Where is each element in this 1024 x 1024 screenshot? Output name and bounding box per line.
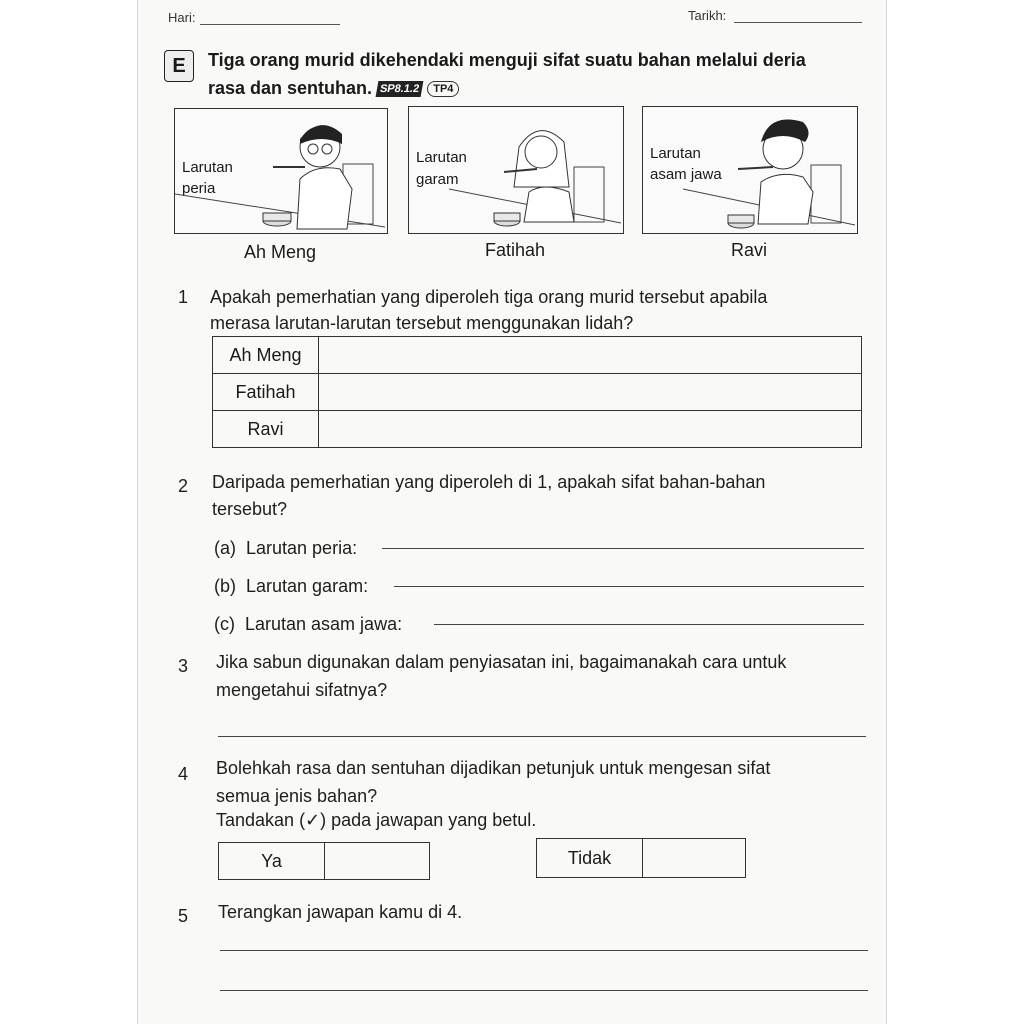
standard-tag: SP8.1.2: [376, 81, 424, 97]
panel-label-line1: Larutan: [416, 149, 467, 166]
option-tidak-label: Tidak: [537, 839, 643, 877]
q2-text-line2: tersebut?: [212, 499, 288, 519]
boy-tasting-illustration: [175, 109, 387, 233]
q5-answer-line-2[interactable]: [220, 990, 868, 991]
section-letter-badge: E: [164, 50, 194, 82]
q2a-label: (a) Larutan peria:: [214, 538, 358, 558]
q2b-label: (b) Larutan garam:: [214, 576, 369, 596]
worksheet-page: [138, 0, 886, 1024]
panel-ah-meng: [174, 108, 388, 234]
q1-text-line2: merasa larutan-larutan tersebut menggunakan lidah?: [210, 313, 634, 333]
answer-cell[interactable]: [319, 337, 862, 374]
q5-answer-line-1[interactable]: [220, 950, 868, 951]
day-field[interactable]: [200, 24, 340, 25]
day-label: Hari:: [168, 10, 196, 25]
panel-label-line1: Larutan: [650, 145, 701, 162]
option-ya-label: Ya: [219, 843, 325, 879]
q3-text-line1: Jika sabun digunakan dalam penyiasatan ini, bagaimanakah cara untuk: [216, 652, 787, 672]
panel-label-line2: peria: [182, 180, 216, 197]
q2c-label: (c) Larutan asam jawa:: [214, 614, 403, 634]
answer-cell[interactable]: [319, 411, 862, 448]
q2b-answer-line[interactable]: [394, 586, 864, 587]
panel-label-line1: Larutan: [182, 159, 233, 176]
panel-fatihah: [408, 106, 624, 234]
q3-answer-line[interactable]: [218, 736, 866, 737]
option-ya: [218, 842, 430, 880]
option-tidak-tick-box[interactable]: [643, 839, 745, 877]
q2a-answer-line[interactable]: [382, 548, 864, 549]
panel-name-ah-meng: Ah Meng: [243, 242, 317, 262]
q5-number: 5: [178, 906, 189, 926]
boy-tasting-illustration: [643, 107, 857, 233]
option-ya-tick-box[interactable]: [325, 843, 429, 879]
q4-text-line1: Bolehkah rasa dan sentuhan dijadikan petunjuk untuk mengesan sifat: [216, 758, 771, 778]
q3-number: 3: [178, 656, 189, 676]
panel-name-fatihah: Fatihah: [484, 240, 546, 260]
table-row: [213, 337, 862, 374]
observation-table: [212, 336, 862, 448]
row-label-ravi: Ravi: [213, 411, 319, 448]
date-label: Tarikh:: [688, 8, 727, 23]
q2c-answer-line[interactable]: [434, 624, 864, 625]
panel-label-line2: garam: [416, 171, 459, 188]
table-row: [213, 411, 862, 448]
q1-number: 1: [178, 287, 189, 307]
answer-cell[interactable]: [319, 374, 862, 411]
girl-tasting-illustration: [409, 107, 623, 233]
tp-level-tag: TP4: [427, 81, 459, 97]
section-title-line2: [208, 74, 459, 102]
q2-text-line1: Daripada pemerhatian yang diperoleh di 1, apakah sifat bahan-bahan: [212, 472, 766, 492]
table-row: [213, 374, 862, 411]
panel-ravi: [642, 106, 858, 234]
panel-label-line2: asam jawa: [650, 166, 722, 183]
option-tidak: [536, 838, 746, 878]
q4-instruction: Tandakan (✓) pada jawapan yang betul.: [216, 810, 537, 830]
date-field[interactable]: [734, 22, 862, 23]
q2-number: 2: [178, 476, 189, 496]
q1-text-line1: Apakah pemerhatian yang diperoleh tiga orang murid tersebut apabila: [210, 287, 768, 307]
row-label-ah-meng: Ah Meng: [213, 337, 319, 374]
q3-text-line2: mengetahui sifatnya?: [216, 680, 388, 700]
section-title-text: rasa dan sentuhan.: [208, 78, 373, 98]
q4-text-line2: semua jenis bahan?: [216, 786, 378, 806]
q5-text: Terangkan jawapan kamu di 4.: [218, 902, 463, 922]
panel-name-ravi: Ravi: [730, 240, 767, 260]
q4-number: 4: [178, 764, 189, 784]
section-title-line1: Tiga orang murid dikehendaki menguji sifat suatu bahan melalui deria: [208, 50, 806, 70]
row-label-fatihah: Fatihah: [213, 374, 319, 411]
